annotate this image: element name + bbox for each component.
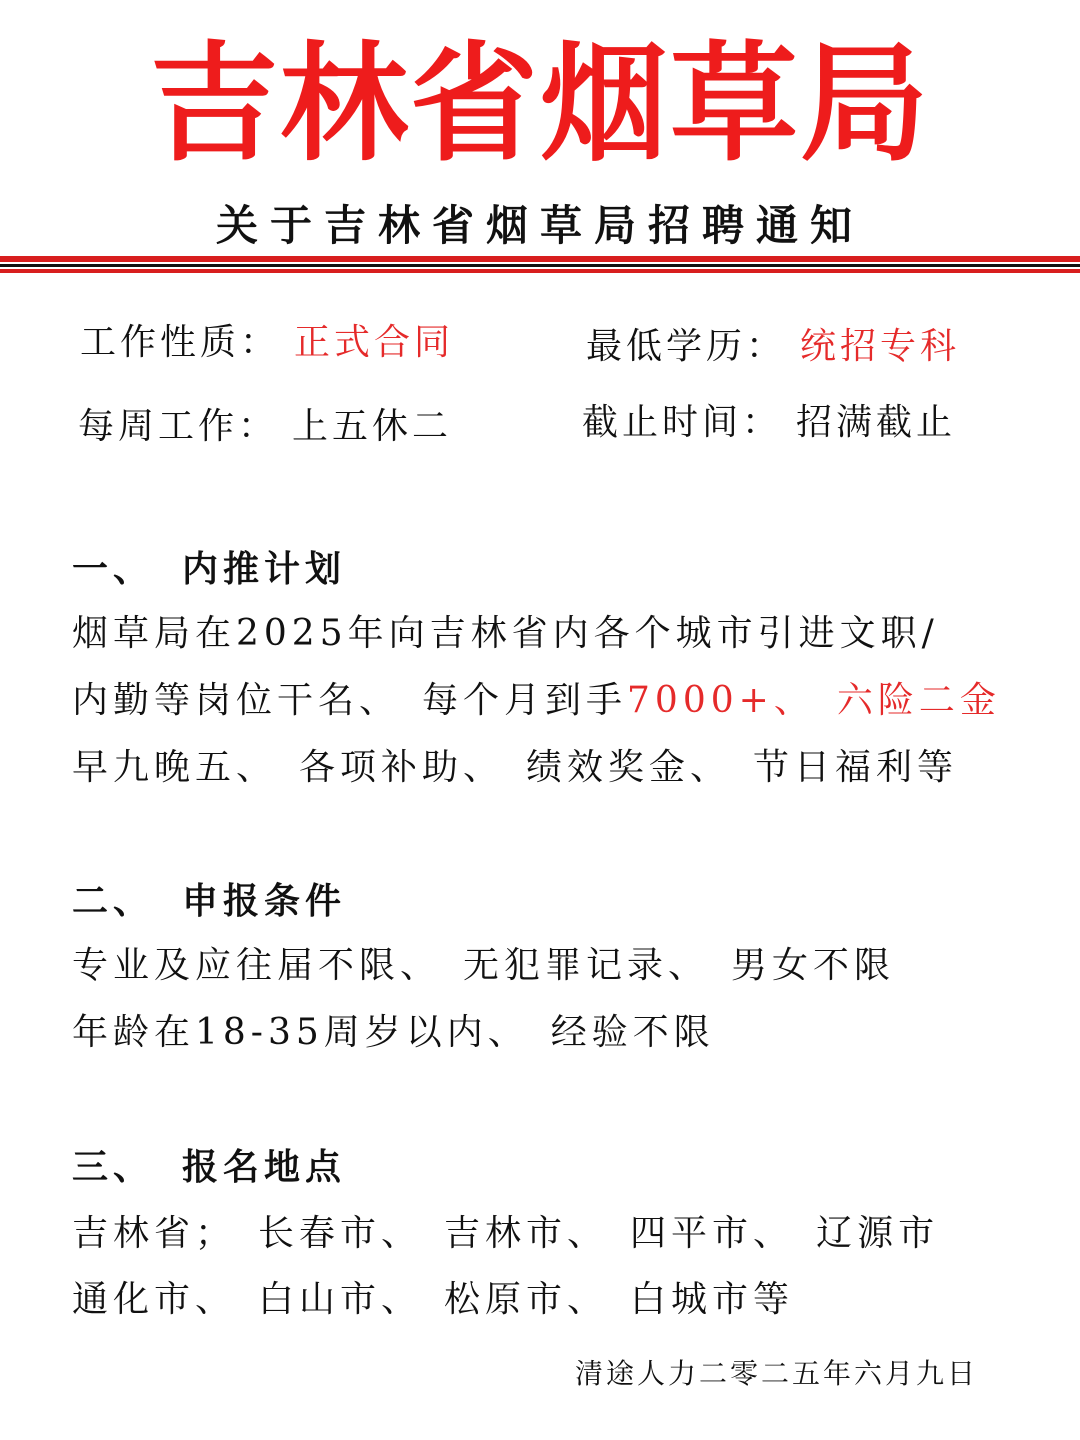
body-text: 节日福利等	[753, 747, 959, 788]
header-divider-black	[0, 264, 1080, 267]
section-title: 内推计划	[182, 548, 347, 590]
body-text: 松原市、	[444, 1279, 609, 1320]
page-title: 吉林省烟草局	[149, 30, 930, 179]
referral-plan-line-2	[72, 673, 1001, 729]
body-text: 烟草局在2025年向吉林省内各个城市引进文职/	[72, 613, 939, 654]
body-text: 吉林省；	[72, 1213, 237, 1254]
section-title: 报名地点	[182, 1146, 347, 1188]
info-label: 工作性质：	[80, 322, 281, 363]
body-text: 经验不限	[550, 1012, 715, 1053]
referral-plan-line-1	[72, 606, 939, 662]
body-text: 辽源市	[816, 1213, 940, 1254]
body-text: 白城市等	[630, 1279, 795, 1320]
signature-date: 清途人力二零二五年六月九日	[574, 1357, 978, 1390]
body-text: 无犯罪记录、	[463, 945, 710, 986]
section-number: 三、	[72, 1146, 155, 1188]
body-text: 男女不限	[731, 945, 896, 986]
info-value: 上五休二	[292, 406, 453, 447]
info-label: 每周工作：	[78, 406, 279, 447]
requirements-line-1	[72, 938, 895, 994]
locations-line-2	[72, 1272, 794, 1328]
info-deadline	[582, 398, 956, 448]
benefit-highlight: 六险二金	[836, 680, 1001, 721]
header-divider-red-top	[0, 256, 1080, 262]
referral-plan-line-3	[72, 740, 958, 796]
body-text: 每个月到手	[422, 680, 628, 721]
body-text: 白山市、	[258, 1279, 423, 1320]
section-heading-referral-plan	[72, 544, 346, 594]
info-value: 招满截止	[796, 402, 957, 443]
info-label: 最低学历：	[586, 326, 787, 367]
requirements-line-2	[72, 1005, 715, 1061]
header-divider-red-bottom	[0, 269, 1080, 273]
body-text: 年龄在18-35周岁以内、	[72, 1012, 529, 1053]
info-value: 统招专科	[800, 326, 961, 367]
body-text: 早九晚五、	[72, 747, 278, 788]
section-heading-requirements	[72, 876, 346, 926]
body-text: 四平市、	[630, 1213, 795, 1254]
body-text: 各项补助、	[299, 747, 505, 788]
section-title: 申报条件	[182, 880, 347, 922]
info-education	[586, 322, 960, 372]
info-weekly-schedule	[78, 402, 452, 452]
body-text: 绩效奖金、	[526, 747, 732, 788]
salary-highlight: 7000+、	[627, 680, 815, 721]
section-number: 二、	[72, 880, 155, 922]
locations-line-1	[72, 1206, 939, 1262]
notice-subtitle: 关于吉林省烟草局招聘通知	[215, 201, 864, 250]
section-heading-locations	[72, 1142, 346, 1192]
info-job-nature	[80, 318, 454, 368]
body-text: 通化市、	[72, 1279, 237, 1320]
body-text: 长春市、	[258, 1213, 423, 1254]
info-label: 截止时间：	[582, 402, 783, 443]
body-text: 吉林市、	[444, 1213, 609, 1254]
info-value: 正式合同	[294, 322, 455, 363]
body-text: 内勤等岗位干名、	[72, 680, 401, 721]
body-text: 专业及应往届不限、	[72, 945, 442, 986]
section-number: 一、	[72, 548, 155, 590]
